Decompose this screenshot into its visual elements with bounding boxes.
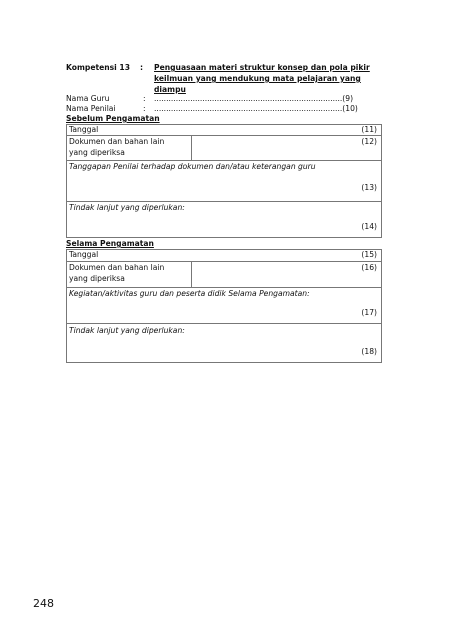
kompetensi-label: Kompetensi 13	[66, 63, 130, 72]
sebelum-divider-2	[66, 160, 382, 161]
selama-divider-3	[66, 323, 382, 324]
sebelum-heading: Sebelum Pengamatan	[66, 114, 160, 123]
kompetensi-title-line2: keilmuan yang mendukung mata pelajaran yang	[154, 74, 361, 83]
page-number: 248	[33, 597, 54, 610]
selama-tanggal-num: (15)	[361, 250, 377, 259]
selama-heading: Selama Pengamatan	[66, 239, 154, 248]
nama-guru-field[interactable]: ..............................................................................(9)	[154, 94, 354, 103]
selama-divider-1	[66, 261, 382, 262]
selama-col-divider	[191, 261, 192, 287]
selama-tindak-label: Tindak lanjut yang diperlukan:	[69, 326, 185, 335]
nama-guru-colon: :	[143, 94, 146, 103]
sebelum-dokumen-line2: yang diperiksa	[69, 148, 125, 157]
sebelum-tanggapan-label: Tanggapan Penilai terhadap dokumen dan/atau keterangan guru	[69, 162, 316, 171]
selama-divider-2	[66, 287, 382, 288]
sebelum-tanggal-num: (11)	[361, 125, 377, 134]
sebelum-dokumen-line1: Dokumen dan bahan lain	[69, 137, 165, 146]
sebelum-tanggapan-num: (13)	[361, 183, 377, 192]
selama-dokumen-line2: yang diperiksa	[69, 274, 125, 283]
nama-penilai-label: Nama Penilai	[66, 104, 116, 113]
sebelum-dokumen-num: (12)	[361, 137, 377, 146]
kompetensi-title-line3: diampu	[154, 85, 186, 94]
selama-dokumen-num: (16)	[361, 263, 377, 272]
nama-penilai-colon: :	[143, 104, 146, 113]
kompetensi-colon: :	[140, 63, 144, 72]
sebelum-divider-3	[66, 201, 382, 202]
selama-tanggal-label: Tanggal	[69, 250, 99, 259]
nama-guru-label: Nama Guru	[66, 94, 110, 103]
nama-penilai-field[interactable]: ..............................................................................(10)	[154, 104, 358, 113]
selama-kegiatan-label: Kegiatan/aktivitas guru dan peserta didik Selama Pengamatan:	[69, 289, 310, 298]
kompetensi-title-line1: Penguasaan materi struktur konsep dan pola pikir	[154, 63, 370, 72]
selama-dokumen-line1: Dokumen dan bahan lain	[69, 263, 165, 272]
sebelum-col-divider	[191, 135, 192, 160]
sebelum-divider-1	[66, 135, 382, 136]
sebelum-tindak-label: Tindak lanjut yang diperlukan:	[69, 203, 185, 212]
sebelum-tindak-num: (14)	[361, 222, 377, 231]
selama-kegiatan-num: (17)	[361, 308, 377, 317]
selama-tindak-num: (18)	[361, 347, 377, 356]
sebelum-tanggal-label: Tanggal	[69, 125, 99, 134]
